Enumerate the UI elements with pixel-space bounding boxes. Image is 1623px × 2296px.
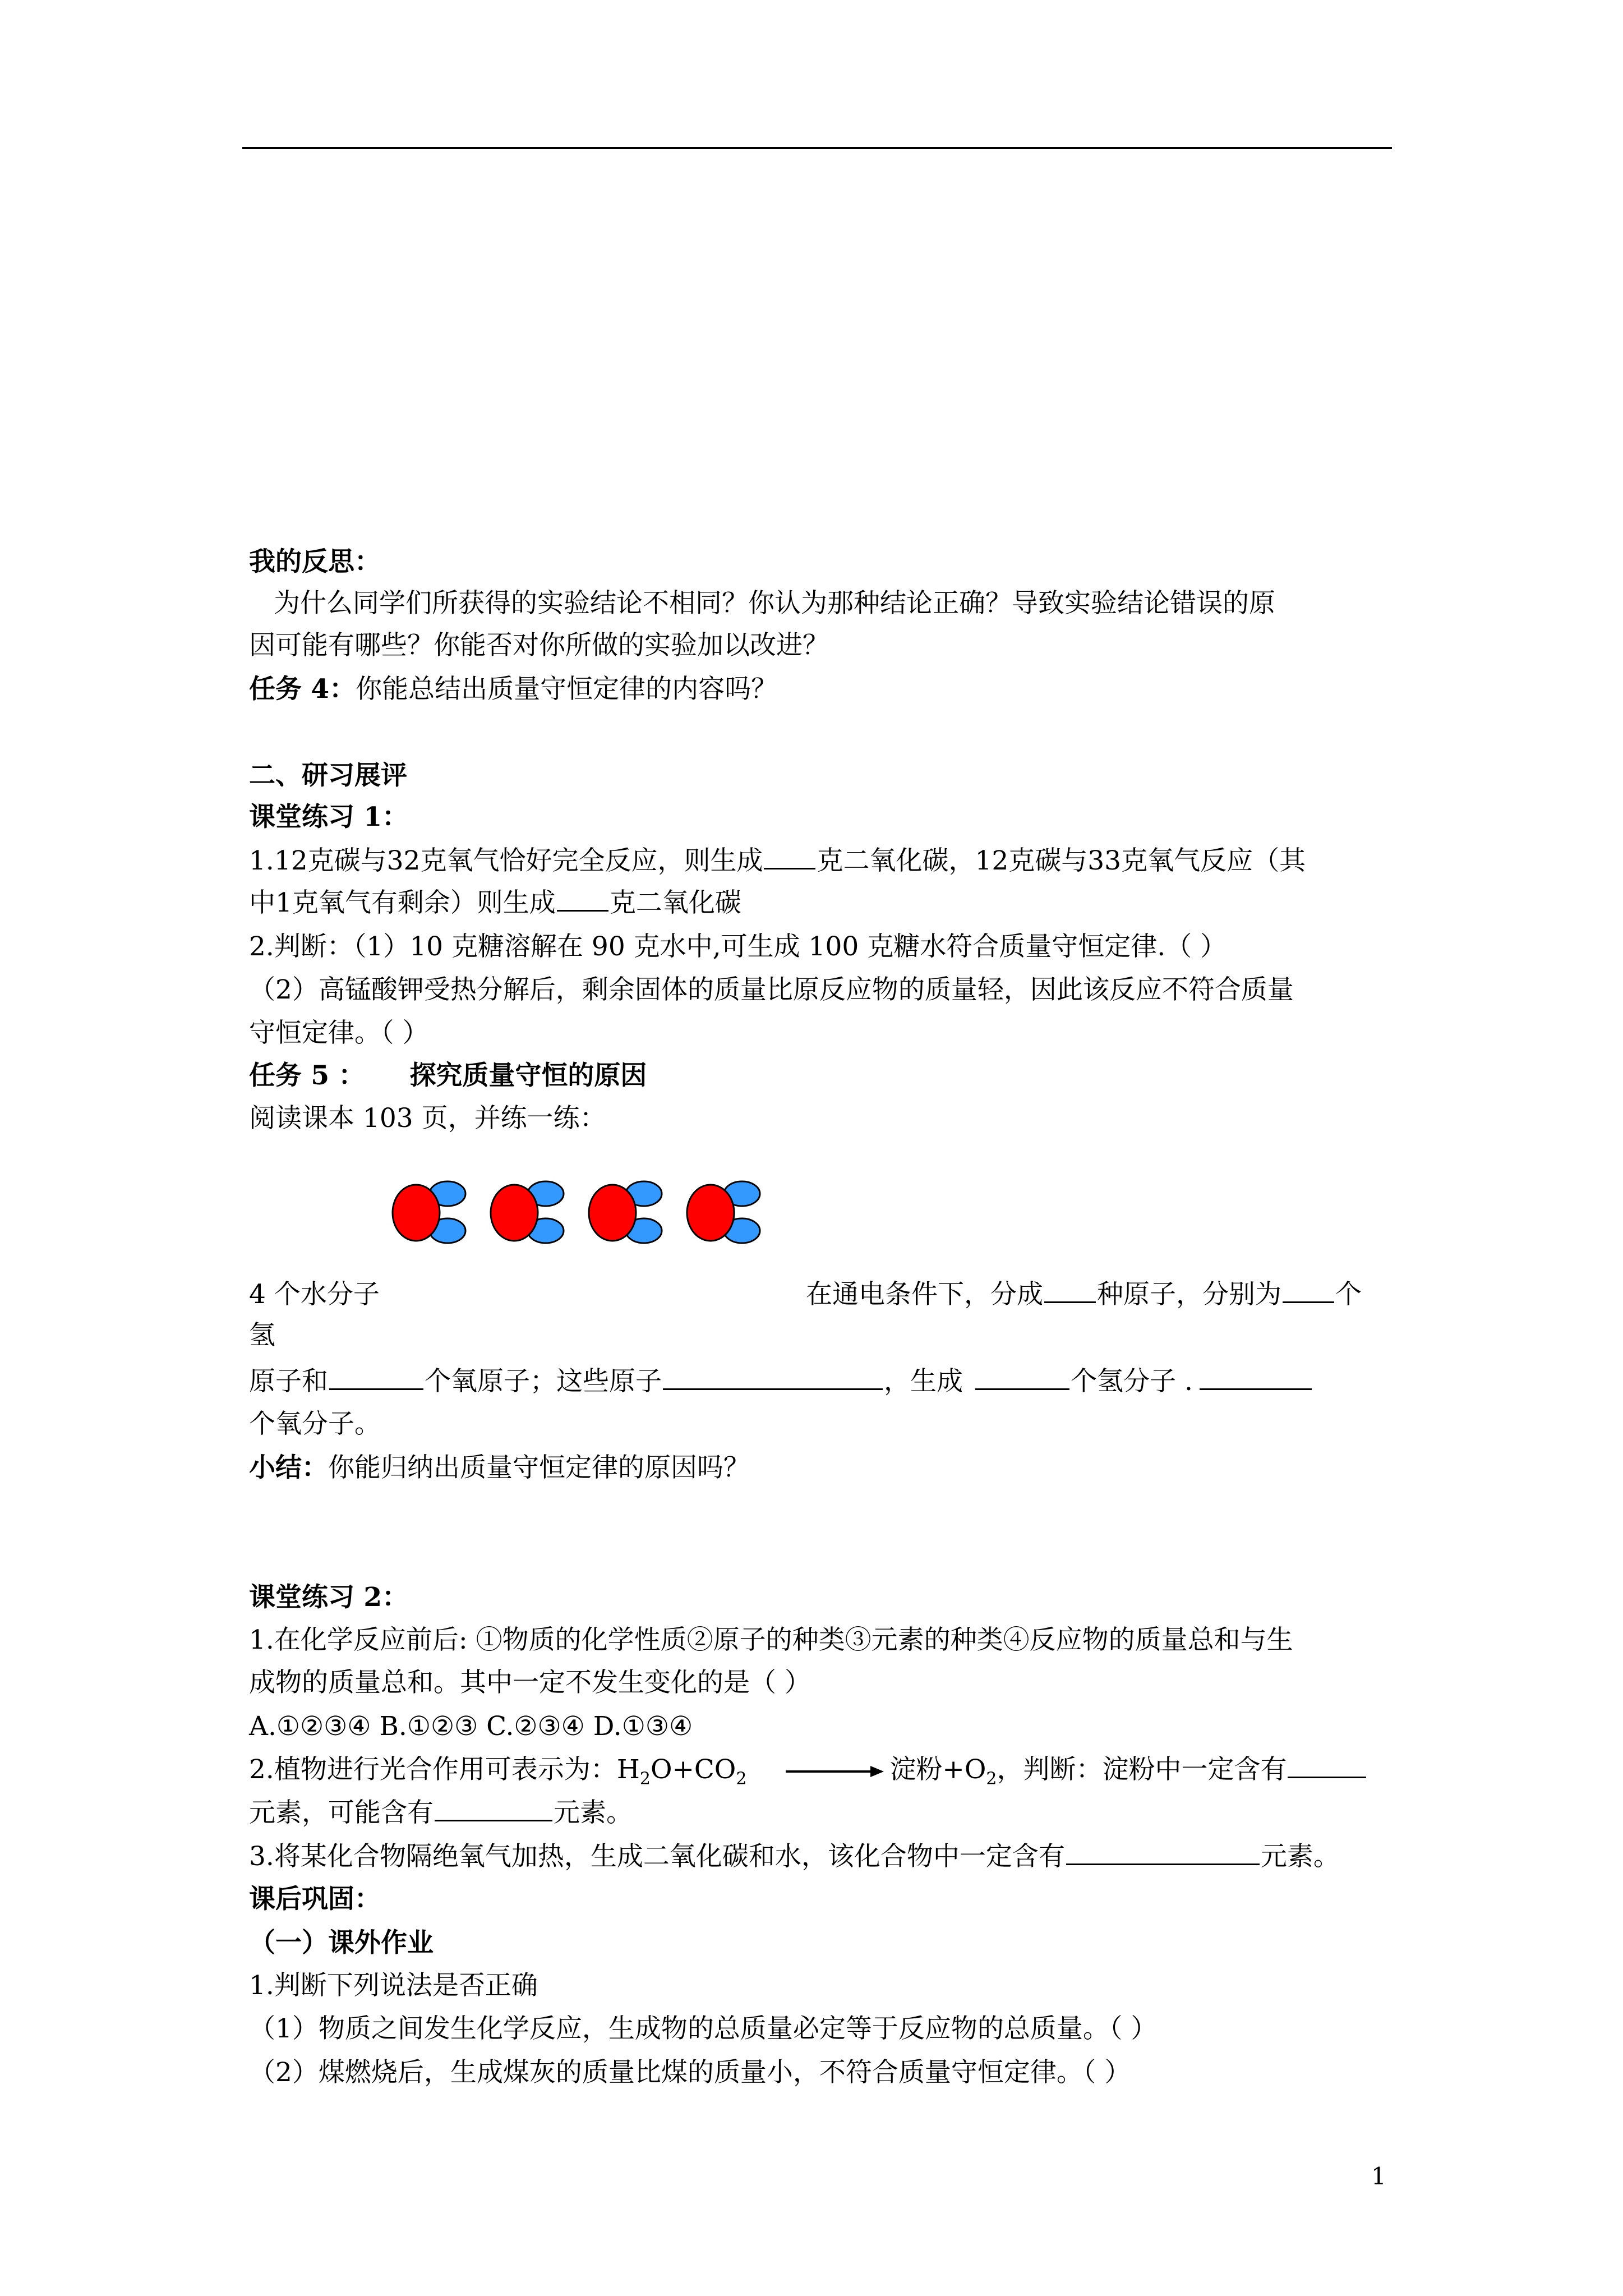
task5-line2: 氢 xyxy=(249,1320,275,1351)
oxygen-atom xyxy=(687,1185,734,1241)
task5-blank-o-count[interactable] xyxy=(329,1363,423,1390)
practice2-q2-text-d: 元素，可能含有 xyxy=(249,1797,434,1828)
practice2-q2-sub3: 2 xyxy=(986,1769,997,1789)
practice1-q2-line1: 2.判断：（1）10 克糖溶解在 90 克水中,可生成 100 克糖水符合质量守恒定律.（ ） xyxy=(249,931,1227,962)
homework-q1-2: （2）煤燃烧后，生成煤灰的质量比煤的质量小，不符合质量守恒定律。（ ） xyxy=(249,2057,1131,2088)
practice2-q2-sub2: 2 xyxy=(736,1769,747,1789)
practice2-q2-blank-2[interactable] xyxy=(435,1794,552,1821)
section2-heading: 二、研习展评 xyxy=(249,760,407,791)
water-molecule xyxy=(393,1181,465,1243)
water-molecule xyxy=(687,1181,760,1243)
summary-label: 小结： xyxy=(249,1452,328,1483)
practice2-q3-text-a: 3.将某化合物隔绝氧气加热，生成二氧化碳和水，该化合物中一定含有 xyxy=(249,1841,1065,1872)
task4-text: 你能总结出质量守恒定律的内容吗？ xyxy=(356,674,778,705)
practice1-q2-line3: 守恒定律。（ ） xyxy=(249,1018,429,1048)
practice1-heading: 课堂练习 1： xyxy=(249,802,409,832)
homework-q1: 1.判断下列说法是否正确 xyxy=(249,1970,538,2001)
task5-line4: 个氧分子。 xyxy=(249,1409,381,1439)
practice2-q2-text-mid: O+CO xyxy=(650,1754,736,1785)
practice1-q1-text-c: 中1克氧气有剩余）则生成 xyxy=(249,887,556,918)
task5-label: 任务 5 ： xyxy=(249,1060,365,1091)
practice2-q2-blank-1[interactable] xyxy=(1288,1751,1366,1778)
task5-line1-left: 4 个水分子 xyxy=(249,1279,380,1310)
practice2-q1-line1: 1.在化学反应前后: ①物质的化学性质②原子的种类③元素的种类④反应物的质量总和与生 xyxy=(249,1625,1293,1655)
page-number: 1 xyxy=(1371,2162,1386,2190)
practice2-q1-options: A.①②③④ B.①②③ C.②③④ D.①③④ xyxy=(249,1711,693,1742)
reaction-arrow-icon xyxy=(786,1766,884,1777)
practice1-q1-line1 xyxy=(249,841,1306,881)
oxygen-atom xyxy=(491,1185,538,1241)
task5-line3 xyxy=(249,1361,1313,1402)
task4-label: 任务 4： xyxy=(249,674,356,705)
summary-text: 你能归纳出质量守恒定律的原因吗？ xyxy=(328,1452,750,1483)
homework-heading: （一）课外作业 xyxy=(249,1927,434,1958)
practice1-q2-line2: （2）高锰酸钾受热分解后，剩余固体的质量比原反应物的质量轻，因此该反应不符合质量 xyxy=(249,974,1294,1005)
water-molecules-figure xyxy=(387,1172,780,1251)
task5-blank-o2-count[interactable] xyxy=(1200,1363,1312,1390)
practice1-q1-blank-2[interactable] xyxy=(557,884,608,912)
reflection-text-1: 为什么同学们所获得的实验结论不相同？你认为那种结论正确？导致实验结论错误的原 xyxy=(274,588,1275,619)
practice2-q2-text-a: 2.植物进行光合作用可表示为：H xyxy=(249,1754,640,1785)
water-molecule xyxy=(589,1181,662,1243)
task5-line3-text-a: 原子和 xyxy=(249,1366,328,1397)
reflection-text-2: 因可能有哪些？你能否对你所做的实验加以改进？ xyxy=(249,630,829,661)
task5-read: 阅读课本 103 页，并练一练： xyxy=(249,1103,606,1134)
task5-line3-text-b: 个氧原子；这些原子 xyxy=(425,1366,662,1397)
water-molecule xyxy=(491,1181,564,1243)
consolidate-heading: 课后巩固： xyxy=(249,1884,381,1915)
task5-line3-text-c: ，生成 xyxy=(884,1366,963,1397)
task5-title: 探究质量守恒的原因 xyxy=(409,1060,647,1091)
homework-q1-1: （1）物质之间发生化学反应，生成物的总质量必定等于反应物的总质量。（ ） xyxy=(249,2013,1158,2044)
task5-blank-h-count[interactable] xyxy=(1283,1276,1334,1303)
practice2-q2-text-e: 元素。 xyxy=(554,1797,633,1828)
oxygen-atom xyxy=(393,1185,440,1241)
task4-line xyxy=(249,669,777,710)
practice2-q3-text-b: 元素。 xyxy=(1260,1841,1340,1872)
practice2-q1-line2: 成物的质量总和。其中一定不发生变化的是（ ） xyxy=(249,1667,811,1698)
summary-line xyxy=(249,1448,750,1488)
practice1-q1-line2 xyxy=(249,883,741,923)
practice2-q3 xyxy=(249,1837,1340,1877)
task5-blank-recombine[interactable] xyxy=(663,1363,883,1390)
header-rule xyxy=(242,147,1392,149)
practice1-q1-text-b: 克二氧化碳，12克碳与33克氧气反应（其 xyxy=(817,845,1306,876)
task5-line1-right xyxy=(806,1274,1362,1315)
practice2-q2-sub1: 2 xyxy=(639,1769,651,1789)
practice2-q2-text-b: 淀粉+O xyxy=(889,1754,986,1785)
task5-line1-text-b: 在通电条件下，分成 xyxy=(806,1279,1043,1310)
oxygen-atom xyxy=(589,1185,636,1241)
task5-line1-text-d: 个 xyxy=(1335,1279,1362,1310)
reflection-heading: 我的反思： xyxy=(249,546,381,577)
practice1-q1-text-d: 克二氧化碳 xyxy=(609,887,741,918)
task5-blank-h2-count[interactable] xyxy=(975,1363,1069,1390)
task5-blank-atom-kinds[interactable] xyxy=(1044,1276,1096,1303)
practice2-q2-text-c: ，判断：淀粉中一定含有 xyxy=(997,1754,1287,1785)
practice2-q2-line2 xyxy=(249,1793,633,1833)
task5-line1-text-c: 种原子，分别为 xyxy=(1097,1279,1281,1310)
practice2-q2-line1 xyxy=(249,1750,1367,1799)
practice1-q1-blank-1[interactable] xyxy=(764,842,815,869)
task5-heading xyxy=(249,1056,647,1096)
practice1-q1-text-a: 1.12克碳与32克氧气恰好完全反应，则生成 xyxy=(249,845,763,876)
practice2-heading: 课堂练习 2： xyxy=(249,1582,409,1613)
practice2-q3-blank[interactable] xyxy=(1066,1838,1260,1865)
task5-line3-text-d: 个氢分子 . xyxy=(1071,1366,1193,1397)
